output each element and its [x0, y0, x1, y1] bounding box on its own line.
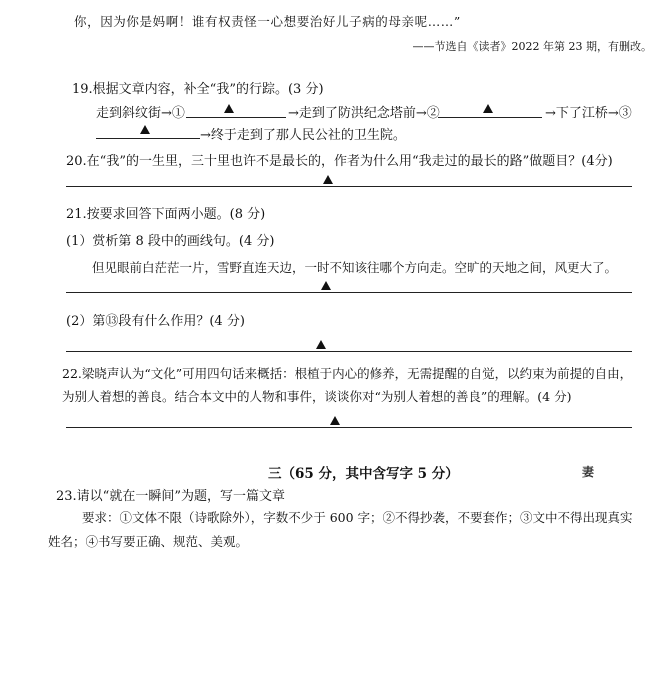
q19-blank-3 — [96, 138, 200, 139]
answer-marker-icon — [224, 104, 234, 113]
q23-prompt: 23.请以“就在一瞬间”为题，写一篇文章 — [56, 489, 285, 504]
q21-sub1-answer-line — [66, 292, 632, 293]
answer-marker-icon — [321, 281, 331, 290]
source-citation: ——节选自《读者》2022 年第 23 期，有删改。 — [412, 40, 652, 53]
q21-sub2: (2）第⑬段有什么作用？(4 分) — [66, 314, 245, 329]
q21-sub2-answer-line — [66, 351, 632, 352]
q21-underlined-sentence: 但见眼前白茫茫一片，雪野直连天边，一时不知该往哪个方向走。空旷的天地之间，风更大了。 — [92, 260, 618, 275]
answer-marker-icon — [316, 340, 326, 349]
answer-marker-icon — [330, 416, 340, 425]
q19-blank-2 — [438, 117, 542, 118]
q19-blank-1 — [186, 117, 286, 118]
q20-prompt: 20.在“我”的一生里，三十里也许不是最长的，作者为什么用“我走过的最长的路”做题目？(4分) — [66, 154, 613, 169]
q23-requirements-line-2: 姓名；④书写要正确、规范、美观。 — [48, 534, 249, 549]
q19-part1: 走到斜纹街→① — [96, 106, 185, 121]
q22-answer-line — [66, 427, 632, 428]
answer-marker-icon — [140, 125, 150, 134]
q20-answer-line — [66, 186, 632, 187]
q23-requirements-line-1: 要求：①文体不限（诗歌除外），字数不少于 600 字；②不得抄袭，不要套作；③文中不得出现真实 — [82, 510, 633, 525]
q19-part4: →终于走到了那人民公社的卫生院。 — [200, 128, 406, 143]
section-3-heading: 三（65 分，其中含写字 5 分） — [268, 466, 459, 482]
margin-mark: 妻 — [582, 465, 595, 479]
q22-line-2: 为别人着想的善良。结合本文中的人物和事件，谈谈你对“为别人着想的善良”的理解。(4 分) — [62, 389, 572, 404]
q21-sub1: (1）赏析第 8 段中的画线句。(4 分) — [66, 234, 275, 249]
q19-part3: →下了江桥→③ — [545, 106, 632, 121]
q21-prompt: 21.按要求回答下面两小题。(8 分) — [66, 207, 266, 222]
q22-line-1: 22.梁晓声认为“文化”可用四句话来概括：根植于内心的修养，无需提醒的自觉，以约束为前提的自由， — [62, 366, 633, 381]
answer-marker-icon — [323, 175, 333, 184]
answer-marker-icon — [483, 104, 493, 113]
q19-prompt: 19.根据文章内容，补全“我”的行踪。(3 分) — [72, 82, 324, 97]
passage-end-text: 你，因为你是妈啊！谁有权责怪一心想要治好儿子病的母亲呢……” — [74, 14, 461, 29]
q19-part2: →走到了防洪纪念塔前→② — [288, 106, 440, 121]
